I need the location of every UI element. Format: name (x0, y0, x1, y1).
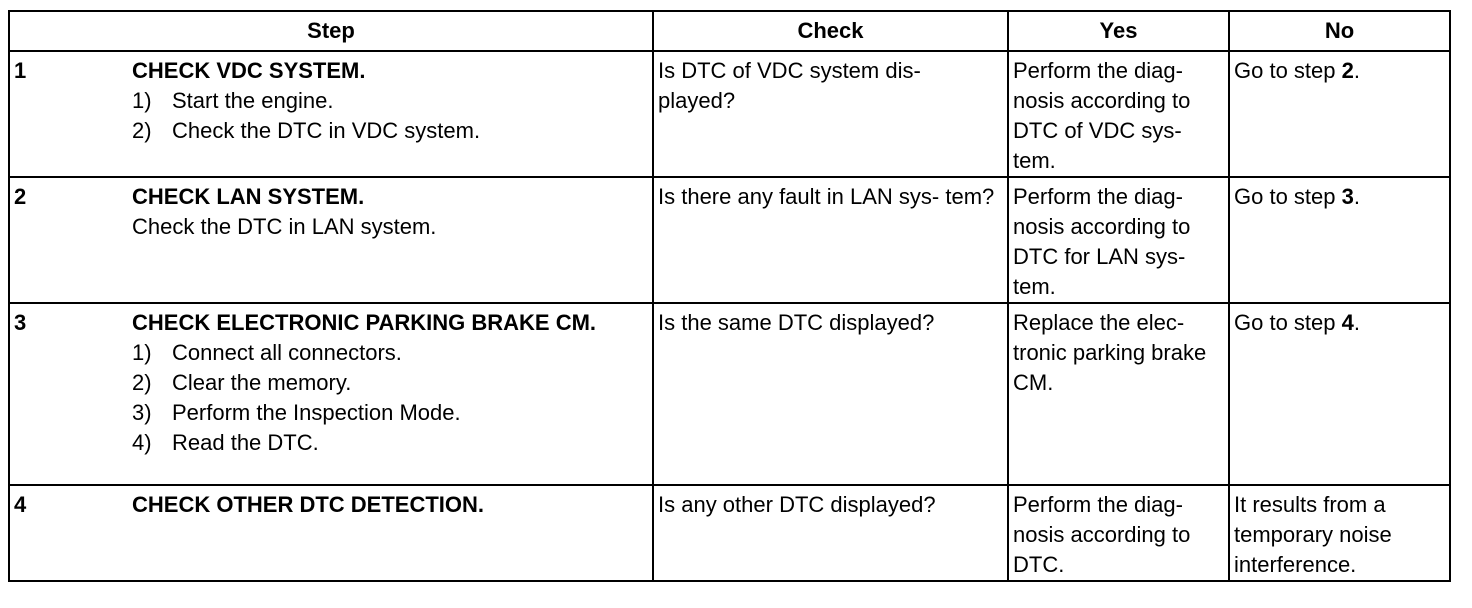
header-check: Check (653, 11, 1008, 51)
check-text: Is the same DTC displayed? (658, 310, 935, 335)
header-yes: Yes (1008, 11, 1229, 51)
goto-suffix: . (1353, 58, 1360, 83)
substep-number: 2) (132, 370, 152, 395)
substep-text: Perform the Inspection Mode. (172, 400, 461, 425)
step-title: CHECK VDC SYSTEM. (132, 58, 366, 83)
check-cell (653, 485, 1008, 581)
goto-step-number: 4 (1341, 310, 1354, 335)
check-text: Is DTC of VDC system dis- played? (658, 58, 921, 113)
goto-suffix: . (1353, 184, 1360, 209)
step-instruction: Check the DTC in LAN system. (132, 214, 437, 239)
step-title: CHECK ELECTRONIC PARKING BRAKE CM. (132, 310, 597, 335)
no-text (1234, 304, 1445, 338)
yes-text: Perform the diag- nosis according to DTC of VDC sys- tem. (1013, 58, 1191, 173)
step-cell (9, 485, 653, 581)
diagnostic-table (8, 10, 1451, 582)
step-number: 4 (14, 492, 27, 517)
step-title: CHECK OTHER DTC DETECTION. (132, 492, 484, 517)
substep-number: 1) (132, 88, 152, 113)
substep-number: 2) (132, 118, 152, 143)
goto-step-number: 2 (1341, 58, 1354, 83)
substep-text: Start the engine. (172, 88, 334, 113)
substep (132, 368, 648, 398)
step-cell (9, 177, 653, 303)
check-cell (653, 51, 1008, 177)
header-row (9, 11, 1450, 51)
substep-text: Clear the memory. (172, 370, 352, 395)
step-cell (9, 51, 653, 177)
step-number: 3 (14, 310, 27, 335)
substep (132, 428, 648, 458)
step-title: CHECK LAN SYSTEM. (132, 184, 365, 209)
yes-cell (1008, 177, 1229, 303)
no-text: It results from a temporary noise interference. (1234, 492, 1392, 577)
check-text: Is there any fault in LAN sys- tem? (658, 184, 995, 209)
substep-text: Connect all connectors. (172, 340, 402, 365)
diagnostic-procedure-sheet (8, 10, 1451, 582)
yes-text: Perform the diag- nosis according to DTC. (1013, 492, 1191, 577)
yes-text: Perform the diag- nosis according to DTC for LAN sys- tem. (1013, 184, 1191, 299)
goto-suffix: . (1353, 310, 1360, 335)
table-row (9, 51, 1450, 177)
header-no: No (1229, 11, 1450, 51)
goto-prefix: Go to step (1234, 184, 1342, 209)
no-cell (1229, 485, 1450, 581)
check-cell (653, 303, 1008, 485)
no-cell (1229, 51, 1450, 177)
substep-number: 1) (132, 340, 152, 365)
no-cell (1229, 177, 1450, 303)
substep (132, 86, 648, 116)
no-text (1234, 52, 1445, 86)
table-row (9, 485, 1450, 581)
substep-number: 4) (132, 430, 152, 455)
header-step: Step (9, 11, 653, 51)
goto-step-number: 3 (1341, 184, 1354, 209)
table-row (9, 303, 1450, 485)
substep (132, 398, 648, 428)
yes-cell (1008, 485, 1229, 581)
step-number: 1 (14, 58, 27, 83)
no-text (1234, 178, 1445, 212)
substep (132, 116, 648, 146)
no-cell (1229, 303, 1450, 485)
yes-cell (1008, 51, 1229, 177)
goto-prefix: Go to step (1234, 58, 1342, 83)
table-row (9, 177, 1450, 303)
goto-prefix: Go to step (1234, 310, 1342, 335)
step-number: 2 (14, 184, 27, 209)
step-cell (9, 303, 653, 485)
substep-text: Read the DTC. (172, 430, 319, 455)
substep-number: 3) (132, 400, 152, 425)
check-text: Is any other DTC displayed? (658, 492, 936, 517)
yes-cell (1008, 303, 1229, 485)
check-cell (653, 177, 1008, 303)
yes-text: Replace the elec- tronic parking brake CM. (1013, 310, 1207, 395)
substep (132, 338, 648, 368)
substep-text: Check the DTC in VDC system. (172, 118, 481, 143)
